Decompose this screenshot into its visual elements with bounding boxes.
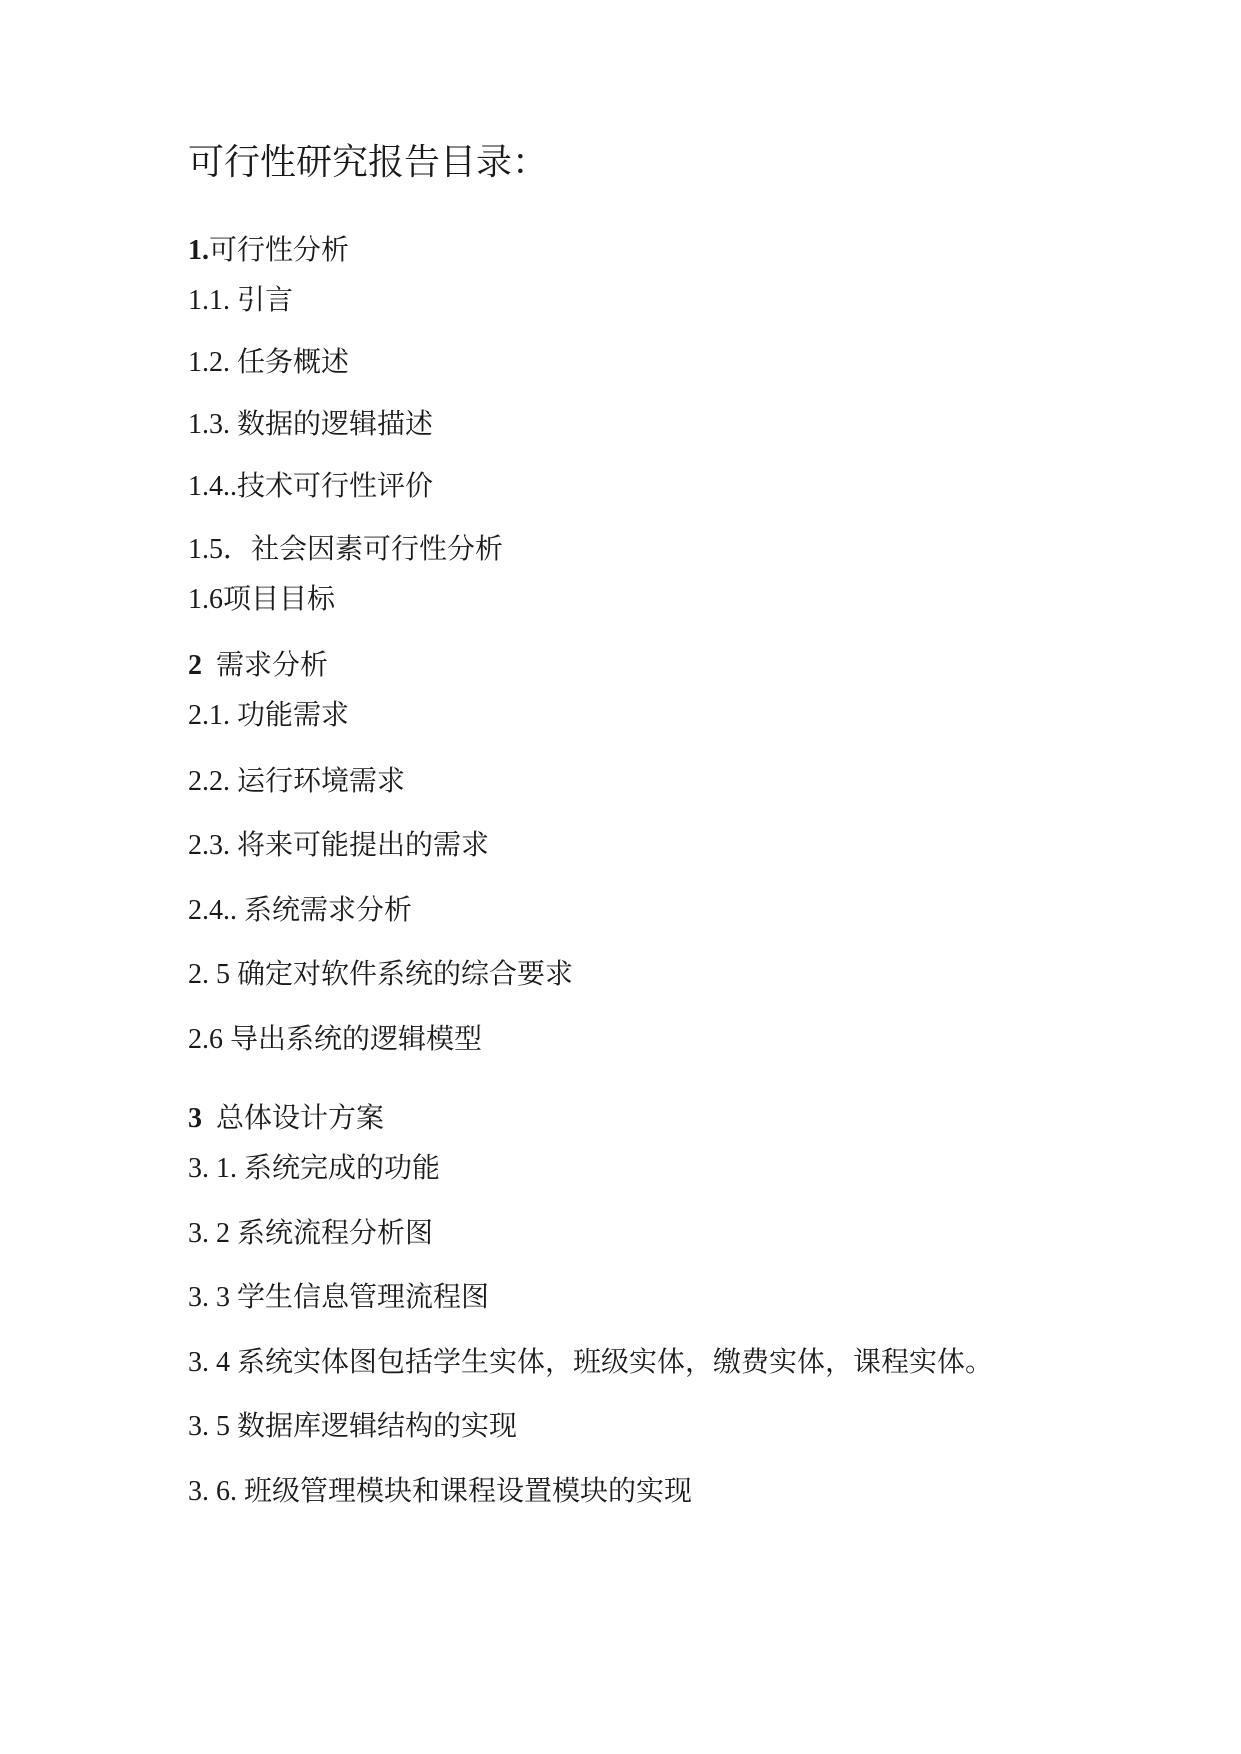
toc-item: 3. 2 系统流程分析图	[188, 1218, 434, 1249]
toc-item: 3. 3 学生信息管理流程图	[188, 1282, 490, 1313]
section-title: 总体设计方案	[216, 1103, 385, 1134]
toc-item: 1.2. 任务概述	[188, 347, 350, 378]
section-number: 1.	[188, 235, 209, 266]
toc-item: 3. 5 数据库逻辑结构的实现	[188, 1411, 518, 1442]
toc-item: 1.1. 引言	[188, 285, 294, 316]
section-heading-1	[188, 232, 349, 270]
toc-item: 1.4..技术可行性评价	[188, 471, 434, 502]
section-title: 需求分析	[216, 650, 329, 681]
page-title: 可行性研究报告目录：	[188, 142, 549, 182]
toc-item: 2.2. 运行环境需求	[188, 766, 406, 797]
toc-item: 2. 5 确定对软件系统的综合要求	[188, 959, 574, 990]
section-number: 2	[188, 650, 202, 681]
toc-item: 3. 1. 系统完成的功能	[188, 1153, 441, 1184]
toc-item: 1.5．社会因素可行性分析	[188, 534, 504, 565]
toc-item: 2.6 导出系统的逻辑模型	[188, 1024, 483, 1055]
toc-item: 2.3. 将来可能提出的需求	[188, 830, 490, 861]
toc-item: 3. 4 系统实体图包括学生实体，班级实体，缴费实体，课程实体。	[188, 1347, 994, 1378]
section-heading-3	[188, 1100, 384, 1138]
section-heading-2	[188, 647, 328, 685]
toc-item: 2.4.. 系统需求分析	[188, 895, 413, 926]
section-title: 可行性分析	[209, 235, 350, 266]
toc-item: 1.3. 数据的逻辑描述	[188, 409, 434, 440]
section-number: 3	[188, 1103, 202, 1134]
toc-item: 1.6项目目标	[188, 584, 336, 615]
toc-item: 3. 6. 班级管理模块和课程设置模块的实现	[188, 1476, 693, 1507]
toc-item: 2.1. 功能需求	[188, 700, 350, 731]
